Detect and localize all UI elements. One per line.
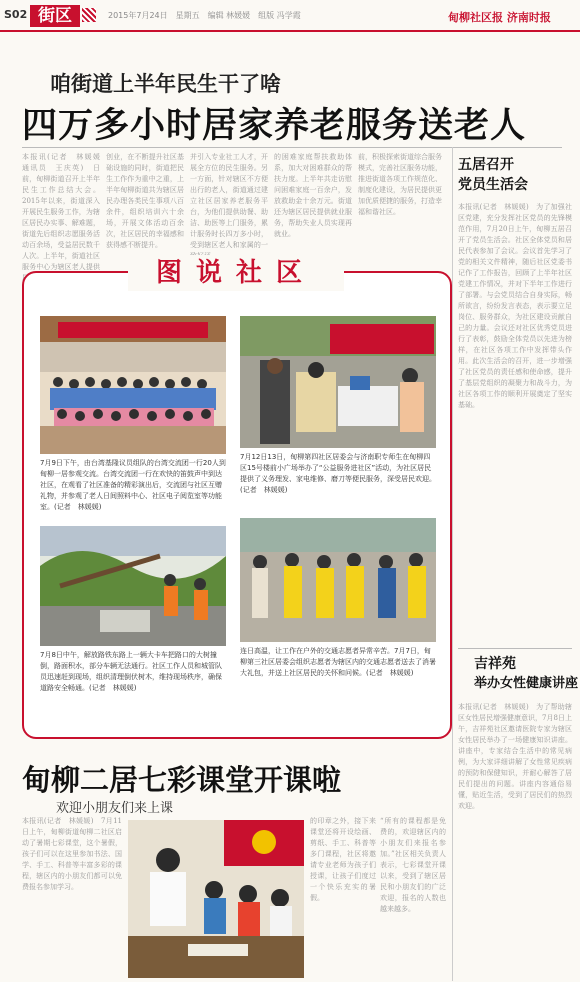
article1-headline: 四万多小时居家养老服务送老人 [22,106,527,146]
divider [22,147,562,148]
column-rule [452,147,453,981]
article2-col2: 的印章之外，接下来课堂还将开设绘画、剪纸、手工、科普等多门课程，社区将邀请专业老师为孩子们授课，让孩子们度过一个快乐充实的暑假。 [310,817,376,902]
sidebar2-headline-line1: 吉祥苑 [474,656,516,672]
article2-headline: 甸柳二居七彩课堂开课啦 [22,763,342,797]
sidebar1-body: 本报讯(记者 林媛媛) 为了加强社区党建，充分发挥社区党员的先锋模范作用，7月20日上午，甸柳五居召开了党员生活会。社区全体党员和居民代表参加了会议。会议首先学习了党的相关文件精神，随后社区党委书记作了工作报告，回顾了上半年社区党建工作情况，并对下半年工作进行了部署。与会党员结合自身实际，畅所欲言，纷纷发言表态，表示要立足岗位、服务群众，为社区建设贡献自己的力量。会议还对社区优秀党员进行了表彰，鼓励全体党员以先进为榜样，在社区各项工作中发挥带头作用。此次生活会的召开，进一步增强了社区党员的责任感和使命感，提升了基层党组织的凝聚力和战斗力，为社区各项工作的顺利开展奠定了坚实基础。 [458,203,572,409]
photo-fallen-tree [40,526,226,646]
page-number: S02 [4,8,28,21]
hatch-decoration [82,8,96,22]
photo-classroom [128,820,304,978]
caption-4: 连日高温，让工作在户外的交通志愿者异常辛苦。7月7日，甸柳第三社区居委会组织志愿者为辖区内的交通志愿者送去了消暑大礼包，并送上社区居民的关怀和问候。(记者 林媛媛) [240,647,436,677]
caption-3: 7月8日中午，解放路铁东路上一辆大卡车把路口的大树撞倒，路面积水，部分车辆无法通行。社区工作人员和城管队员迅速赶到现场，组织清理倒伏树木，维持现场秩序，确保道路安全畅通。(记者 林媛媛) [40,651,222,692]
sidebar2-headline-line2: 举办女性健康讲座 [474,676,579,691]
photo-volunteer-service [240,316,436,448]
article2-subhead: 欢迎小朋友们来上课 [56,801,174,816]
brand-name: 甸柳社区报 济南时报 [448,11,551,24]
sidebar1-headline-line1: 五居召开 [458,157,514,173]
sidebar2-body: 本报讯(记者 林媛媛) 为了帮助辖区女性居民增强健康意识，7月8日上午，吉祥苑社区邀请医院专家为辖区女性居民举办了一场健康知识讲座。讲座中，专家结合生活中的常见病例，为大家详细讲解了女性常见疾病的预防和保健知识，并耐心解答了居民们提出的问题。讲座内容通俗易懂，贴近生活，受到了居民们的热烈欢迎。 [458,703,572,810]
article1-col4: 的困难家庭帮扶救助体系，加大对困难群众的帮扶力度。上半年共走访慰问困难家庭一百余户，发放救助金十余万元。街道还为辖区居民提供就业服务，帮助失业人员实现再就业。 [274,153,352,238]
date-info: 2015年7月24日 星期五 编辑 林媛媛 组版 冯学霞 [108,11,301,20]
caption-1: 7月9日下午，由台湾基隆议员组队的台湾交流团一行20人到甸柳一居参观交流。台湾交流团一行在欢快的笛鼓声中到达社区，在观看了社区准备的精彩演出后，交流团与社区互赠礼物，并参观了老人日间照料中心、社区电子阅览室等功能室。(记者 林媛媛) [40,459,226,511]
article1-col1: 本报讯(记者 林媛媛 通讯员 王庆英) 日前，甸柳街道召开上半年民生工作总结大会。2015年以来，街道深入开展民生服务工作，为辖区居民办实事、解难题，街道先后组织志愿服务活动百余场，受益居民数千人次。上半年，街道社区服务中心为辖区老人提供 [22,153,100,271]
caption-2: 7月12日13日，甸柳第四社区居委会与济南职专师生在甸柳四区15号楼前小广场举办了“公益服务进社区”活动，为社区居民提供了义务理发、家电维修、磨刀等便民服务，深受居民欢迎。(记者 林媛媛) [240,453,436,494]
article1-col3: 并引入专业社工人才，开展全方位的民生服务。另一方面，针对辖区不方便出行的老人，街道通过建立社区居家养老服务平台，为他们提供助餐、助洁、助医等上门服务，累计服务时长四万多小时，受到辖区老人和家属的一 [190,153,268,249]
article1-col2: 创业，在不断提升社区基础设施的同时，街道把民生工作作为重中之重，上半年甸柳街道共为辖区居民办理各类民生事项八百余件，组织培训六十余场，开展文体活动百余次，社区居民的幸福感和获得感不断提升。 [106,153,184,249]
photo-traffic-volunteers [240,518,436,642]
top-divider [0,30,580,32]
divider [458,648,572,649]
photo-taiwan-visit [40,316,226,454]
article2-col3: “所有的课程都是免费的，欢迎辖区内的小朋友们来报名参加。”社区相关负责人表示，七彩课堂开课以来，受到了辖区居民和小朋友们的广泛欢迎，报名的人数也越来越多。 [380,817,446,913]
article1-kicker: 咱街道上半年民生干了啥 [50,72,281,96]
article2-col1: 本报讯(记者 林媛媛) 7月11日上午，甸柳街道甸柳二社区启动了暑期七彩课堂，这个暑假，孩子们可以在这里参加书法、国学、手工、科普等丰富多彩的课程，辖区内的小朋友们都可以免费报名参加学习。 [22,817,122,891]
sidebar1-headline-line2: 党员生活会 [458,177,528,193]
photo-section-title: 图说社区 [128,255,344,291]
section-tag: 街区 [30,5,80,27]
article1-col5: 前，积极探索街道综合服务模式，完善社区服务功能，推进街道各项工作规范化、制度化建设，为居民提供更加优质便捷的服务，打造幸福和谐社区。 [358,153,442,216]
